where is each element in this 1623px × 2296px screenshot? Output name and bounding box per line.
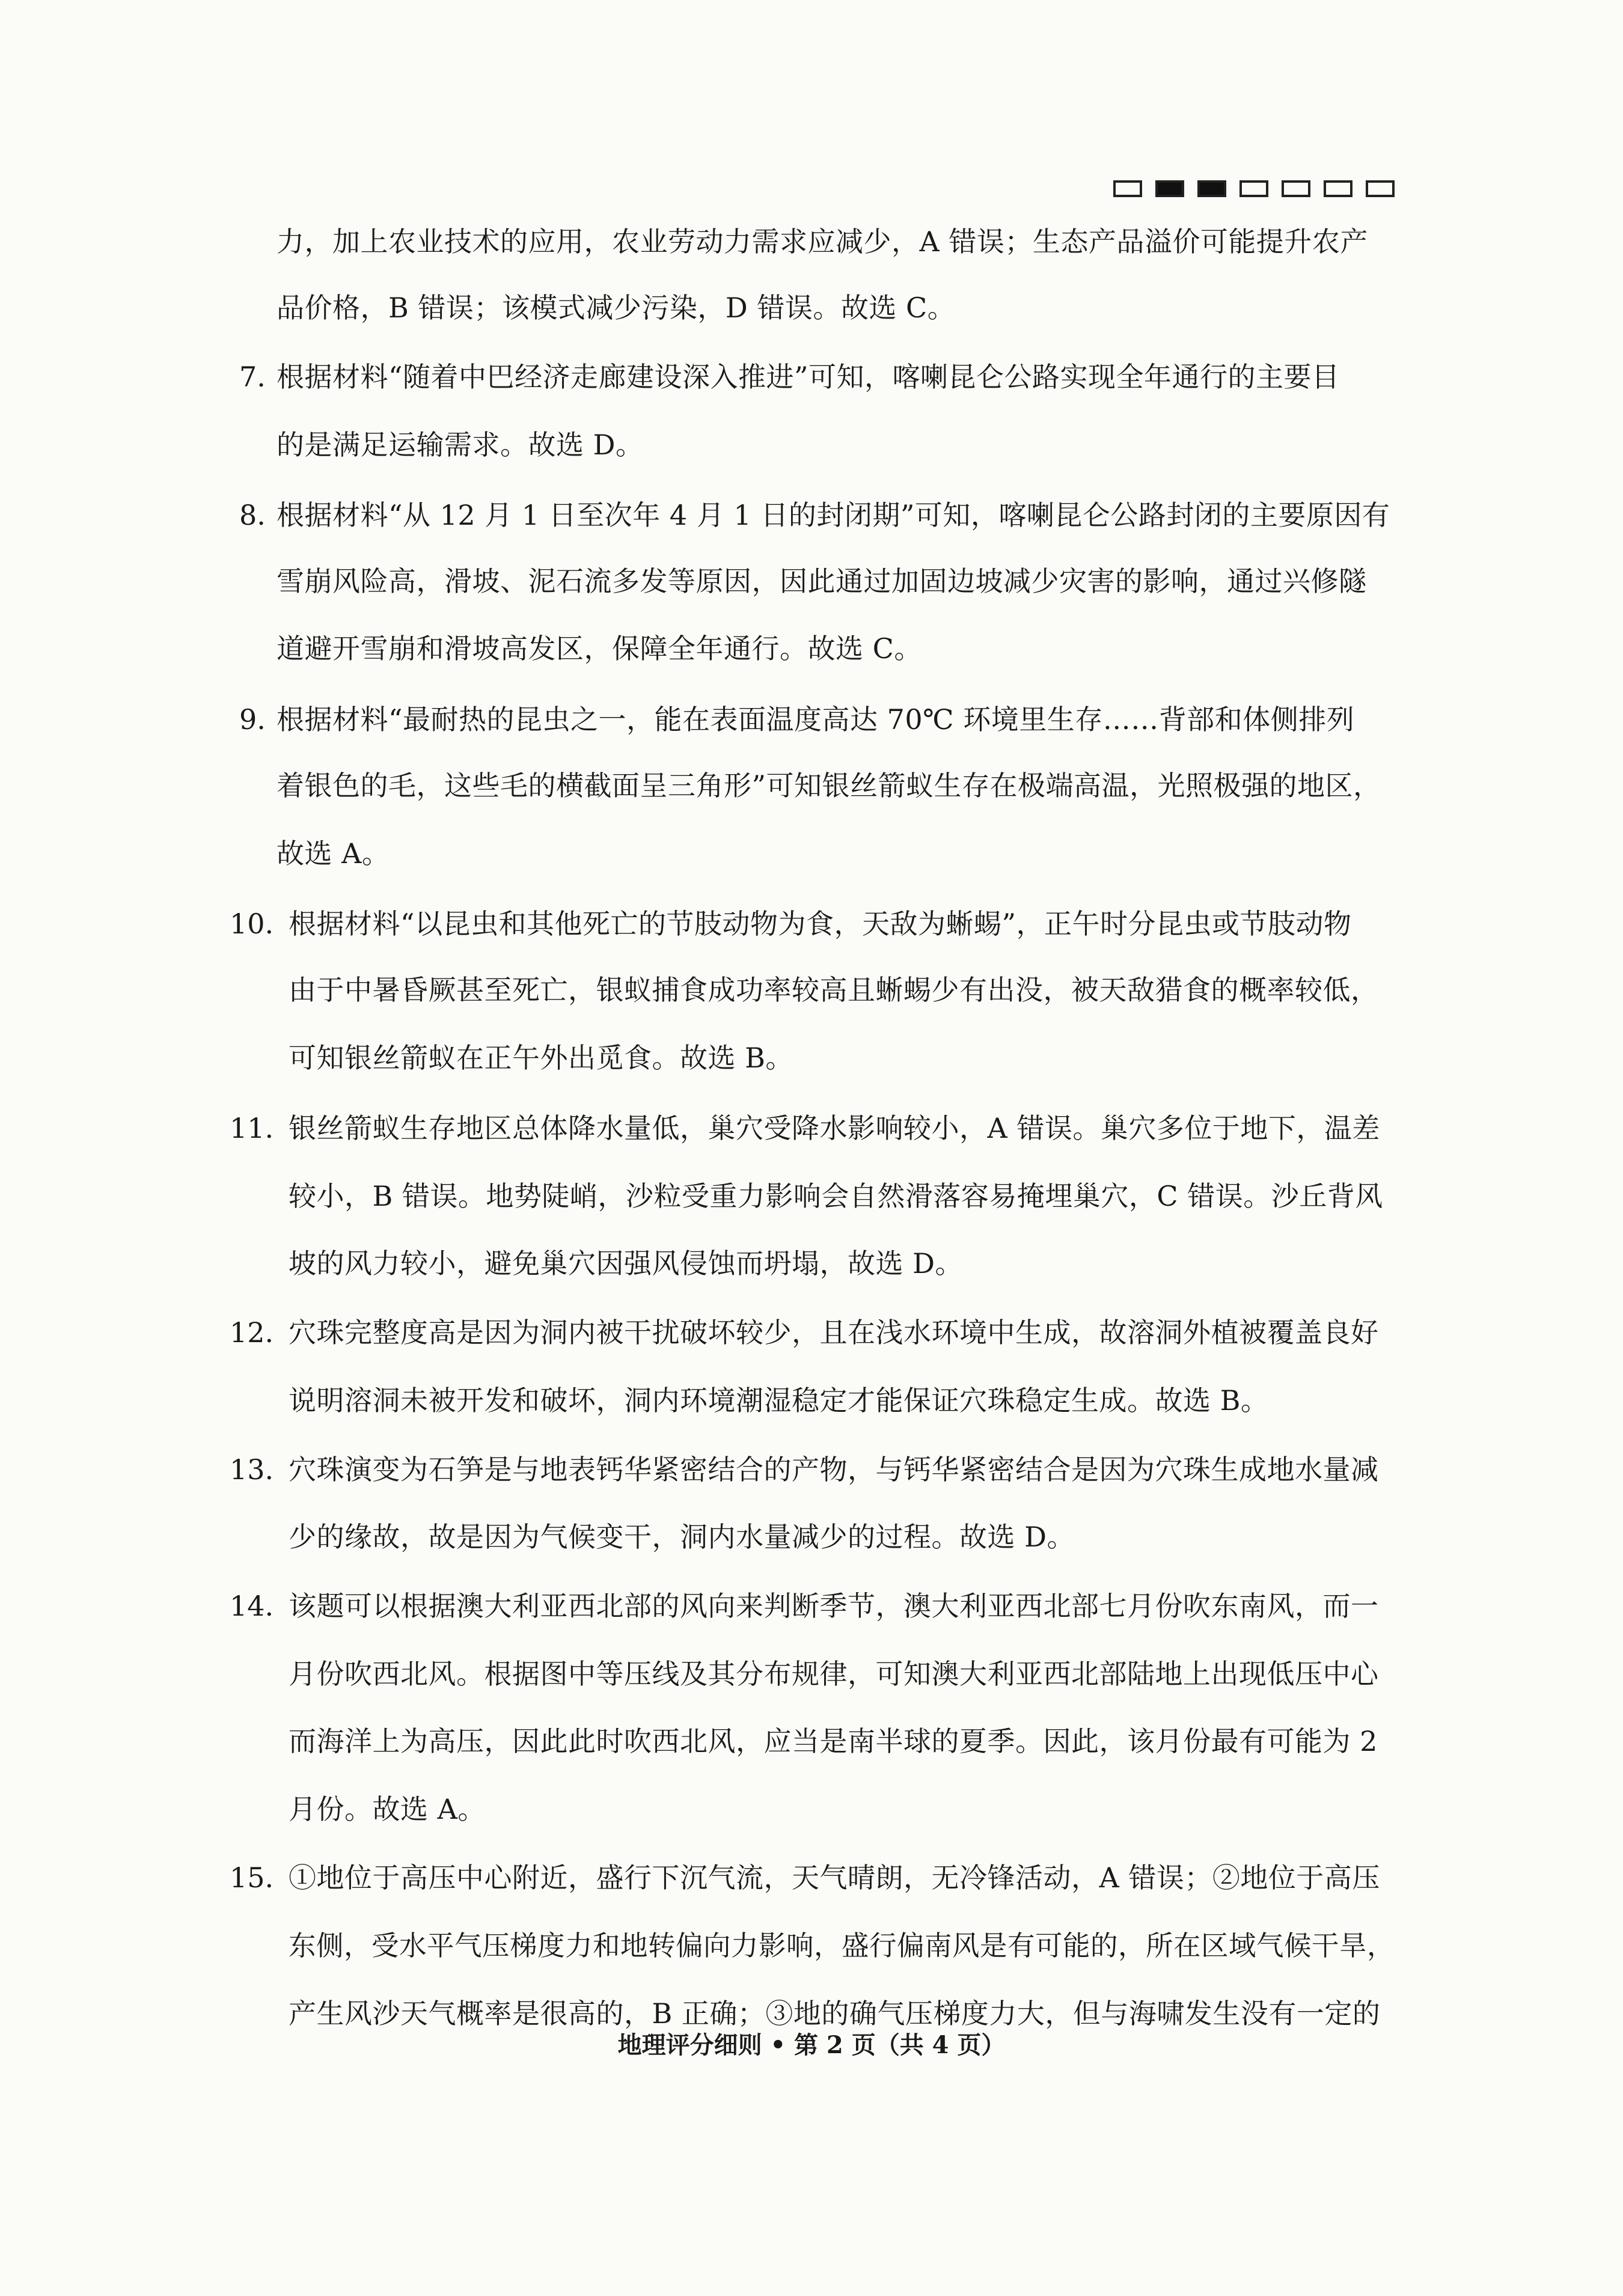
page-mark-3 — [1197, 180, 1226, 197]
question-number: 10. — [230, 908, 274, 940]
question-number: 11. — [230, 1112, 274, 1144]
paragraph-line: 东侧，受水平气压梯度力和地转偏向力影响，盛行偏南风是有可能的，所在区域气候干旱， — [289, 1929, 1395, 1962]
paragraph-line: 根据材料“从 12 月 1 日至次年 4 月 1 日的封闭期”可知，喀喇昆仑公路封闭的主要原因有 — [277, 499, 1390, 531]
page-mark-2 — [1155, 180, 1184, 197]
question-number: 15. — [230, 1861, 274, 1894]
question-number: 13. — [230, 1453, 274, 1486]
paragraph-line: 产生风沙天气概率是很高的，B 正确；③地的确气压梯度力大，但与海啸发生没有一定的 — [289, 1997, 1381, 2030]
paragraph-line: 的是满足运输需求。故选 D。 — [277, 429, 644, 461]
paragraph-line: 道避开雪崩和滑坡高发区，保障全年通行。故选 C。 — [277, 632, 922, 665]
paragraph-line: 少的缘故，故是因为气候变干，洞内水量减少的过程。故选 D。 — [289, 1521, 1075, 1553]
paragraph-line: 根据材料“以昆虫和其他死亡的节肢动物为食，天敌为蜥蜴”，正午时分昆虫或节肢动物 — [289, 908, 1352, 940]
paragraph-line: 着银色的毛，这些毛的横截面呈三角形”可知银丝箭蚁生存在极端高温，光照极强的地区， — [277, 769, 1381, 802]
paragraph-line: 故选 A。 — [277, 837, 390, 870]
page-indicator — [1113, 180, 1395, 197]
paragraph-line: 可知银丝箭蚁在正午外出觅食。故选 B。 — [289, 1042, 793, 1074]
paragraph-line: 根据材料“最耐热的昆虫之一，能在表面温度高达 70℃ 环境里生存……背部和体侧排列 — [277, 703, 1355, 736]
paragraph-line: 力，加上农业技术的应用，农业劳动力需求应减少，A 错误；生态产品溢价可能提升农产 — [277, 225, 1368, 258]
question-number: 12. — [230, 1316, 274, 1349]
page-footer: 地理评分细则 • 第 2 页（共 4 页） — [617, 2031, 1006, 2059]
page-mark-1 — [1113, 180, 1142, 197]
question-number: 7. — [239, 361, 266, 393]
paragraph-line: 根据材料“随着中巴经济走廊建设深入推进”可知，喀喇昆仑公路实现全年通行的主要目 — [277, 361, 1340, 393]
paragraph-line: ①地位于高压中心附近，盛行下沉气流，天气晴朗，无冷锋活动，A 错误；②地位于高压 — [289, 1861, 1380, 1894]
paragraph-line: 穴珠演变为石笋是与地表钙华紧密结合的产物，与钙华紧密结合是因为穴珠生成地水量减 — [289, 1453, 1379, 1486]
paragraph-line: 月份吹西北风。根据图中等压线及其分布规律，可知澳大利亚西北部陆地上出现低压中心 — [289, 1658, 1379, 1690]
paragraph-line: 穴珠完整度高是因为洞内被干扰破坏较少，且在浅水环境中生成，故溶洞外植被覆盖良好 — [289, 1316, 1379, 1349]
page-mark-5 — [1282, 180, 1310, 197]
paragraph-line: 雪崩风险高，滑坡、泥石流多发等原因，因此通过加固边坡减少灾害的影响，通过兴修隧 — [277, 565, 1367, 597]
question-number: 9. — [239, 703, 266, 736]
page-mark-4 — [1239, 180, 1268, 197]
paragraph-line: 由于中暑昏厥甚至死亡，银蚁捕食成功率较高且蜥蜴少有出没，被天敌猎食的概率较低， — [289, 974, 1379, 1006]
paragraph-line: 而海洋上为高压，因此此时吹西北风，应当是南半球的夏季。因此，该月份最有可能为 2 — [289, 1725, 1378, 1757]
paragraph-line: 坡的风力较小，避免巢穴因强风侵蚀而坍塌，故选 D。 — [289, 1247, 964, 1280]
paragraph-line: 该题可以根据澳大利亚西北部的风向来判断季节，澳大利亚西北部七月份吹东南风，而一 — [289, 1590, 1379, 1622]
page-mark-7 — [1366, 180, 1395, 197]
paragraph-line: 说明溶洞未被开发和破坏，洞内环境潮湿稳定才能保证穴珠稳定生成。故选 B。 — [289, 1384, 1269, 1417]
paragraph-line: 品价格，B 错误；该模式减少污染，D 错误。故选 C。 — [277, 292, 956, 324]
question-number: 14. — [230, 1590, 274, 1622]
paragraph-line: 银丝箭蚁生存地区总体降水量低，巢穴受降水影响较小，A 错误。巢穴多位于地下，温差 — [289, 1112, 1380, 1144]
page-mark-6 — [1324, 180, 1352, 197]
paragraph-line: 月份。故选 A。 — [289, 1793, 486, 1825]
paragraph-line: 较小，B 错误。地势陡峭，沙粒受重力影响会自然滑落容易掩埋巢穴，C 错误。沙丘背风 — [289, 1180, 1383, 1212]
question-number: 8. — [239, 499, 266, 531]
